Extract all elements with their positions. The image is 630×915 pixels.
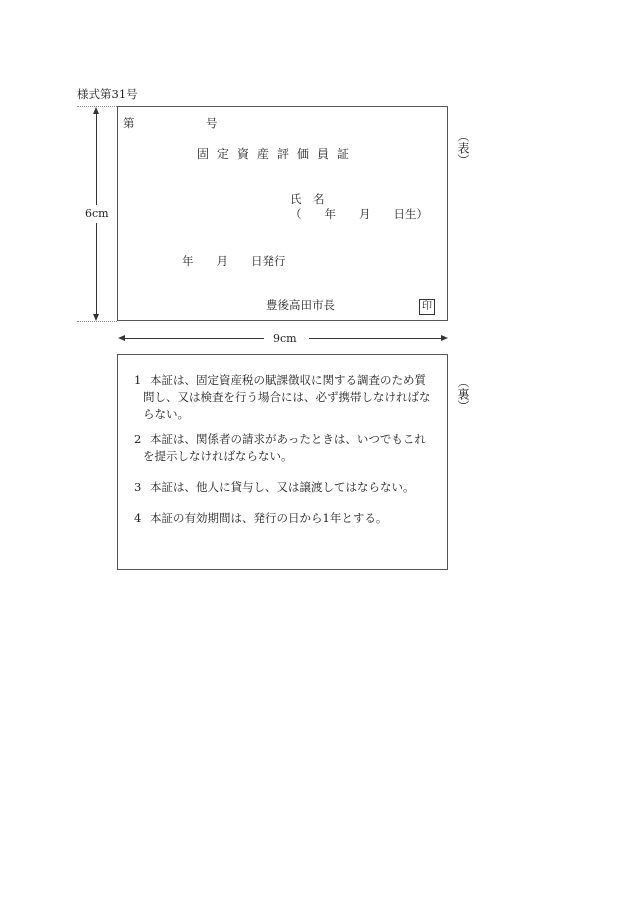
- rule-text-line: を提示しなければならない。: [143, 449, 293, 463]
- issue-date-line: 年 月 日発行: [182, 254, 286, 268]
- rule-number: 1: [134, 373, 142, 387]
- rule-text-line: 問し、又は検査を行う場合には、必ず携帯しなければな: [143, 390, 431, 404]
- rule-item-4: [134, 510, 434, 527]
- card-title: 固定資産評価員証: [197, 147, 358, 161]
- rule-item-3: [134, 479, 434, 496]
- rule-item-1: [134, 372, 434, 423]
- rule-number: 3: [134, 480, 142, 494]
- rule-text-line: 本証の有効期間は、発行の日から1年とする。: [150, 511, 388, 525]
- height-arrow-line-bottom: [96, 223, 97, 315]
- height-arrow-line-top: [96, 113, 97, 205]
- label-dai: 第: [123, 116, 135, 130]
- rule-number: 4: [134, 511, 142, 525]
- seal-stamp-box: 印: [419, 299, 435, 315]
- front-side-tag: （表）: [456, 130, 470, 166]
- birth-date-line: （ 年 月 日生）: [290, 207, 428, 221]
- rule-text-line: 本証は、他人に貸与し、又は譲渡してはならない。: [150, 480, 415, 494]
- width-arrow-line-right: [309, 338, 441, 339]
- form-number: 様式第31号: [77, 87, 138, 101]
- width-arrow-right-icon: [441, 335, 448, 341]
- rule-text-line: らない。: [143, 407, 189, 421]
- rule-text-line: 本証は、固定資産税の賦課徴収に関する調査のため質: [150, 373, 426, 387]
- width-arrow-line-left: [124, 338, 264, 339]
- label-go: 号: [206, 116, 218, 130]
- height-dimension-label: 6cm: [82, 207, 112, 220]
- rule-item-2: [134, 431, 434, 465]
- name-label: 氏 名: [290, 192, 325, 206]
- rule-number: 2: [134, 432, 142, 446]
- bottom-guide-line: [77, 321, 117, 322]
- issuer-name: 豊後高田市長: [266, 298, 335, 312]
- rule-text-line: 本証は、関係者の請求があったときは、いつでもこれ: [150, 432, 426, 446]
- width-dimension-label: 9cm: [270, 332, 300, 345]
- back-side-tag: （裏）: [456, 376, 470, 412]
- height-arrow-down-icon: [93, 314, 99, 321]
